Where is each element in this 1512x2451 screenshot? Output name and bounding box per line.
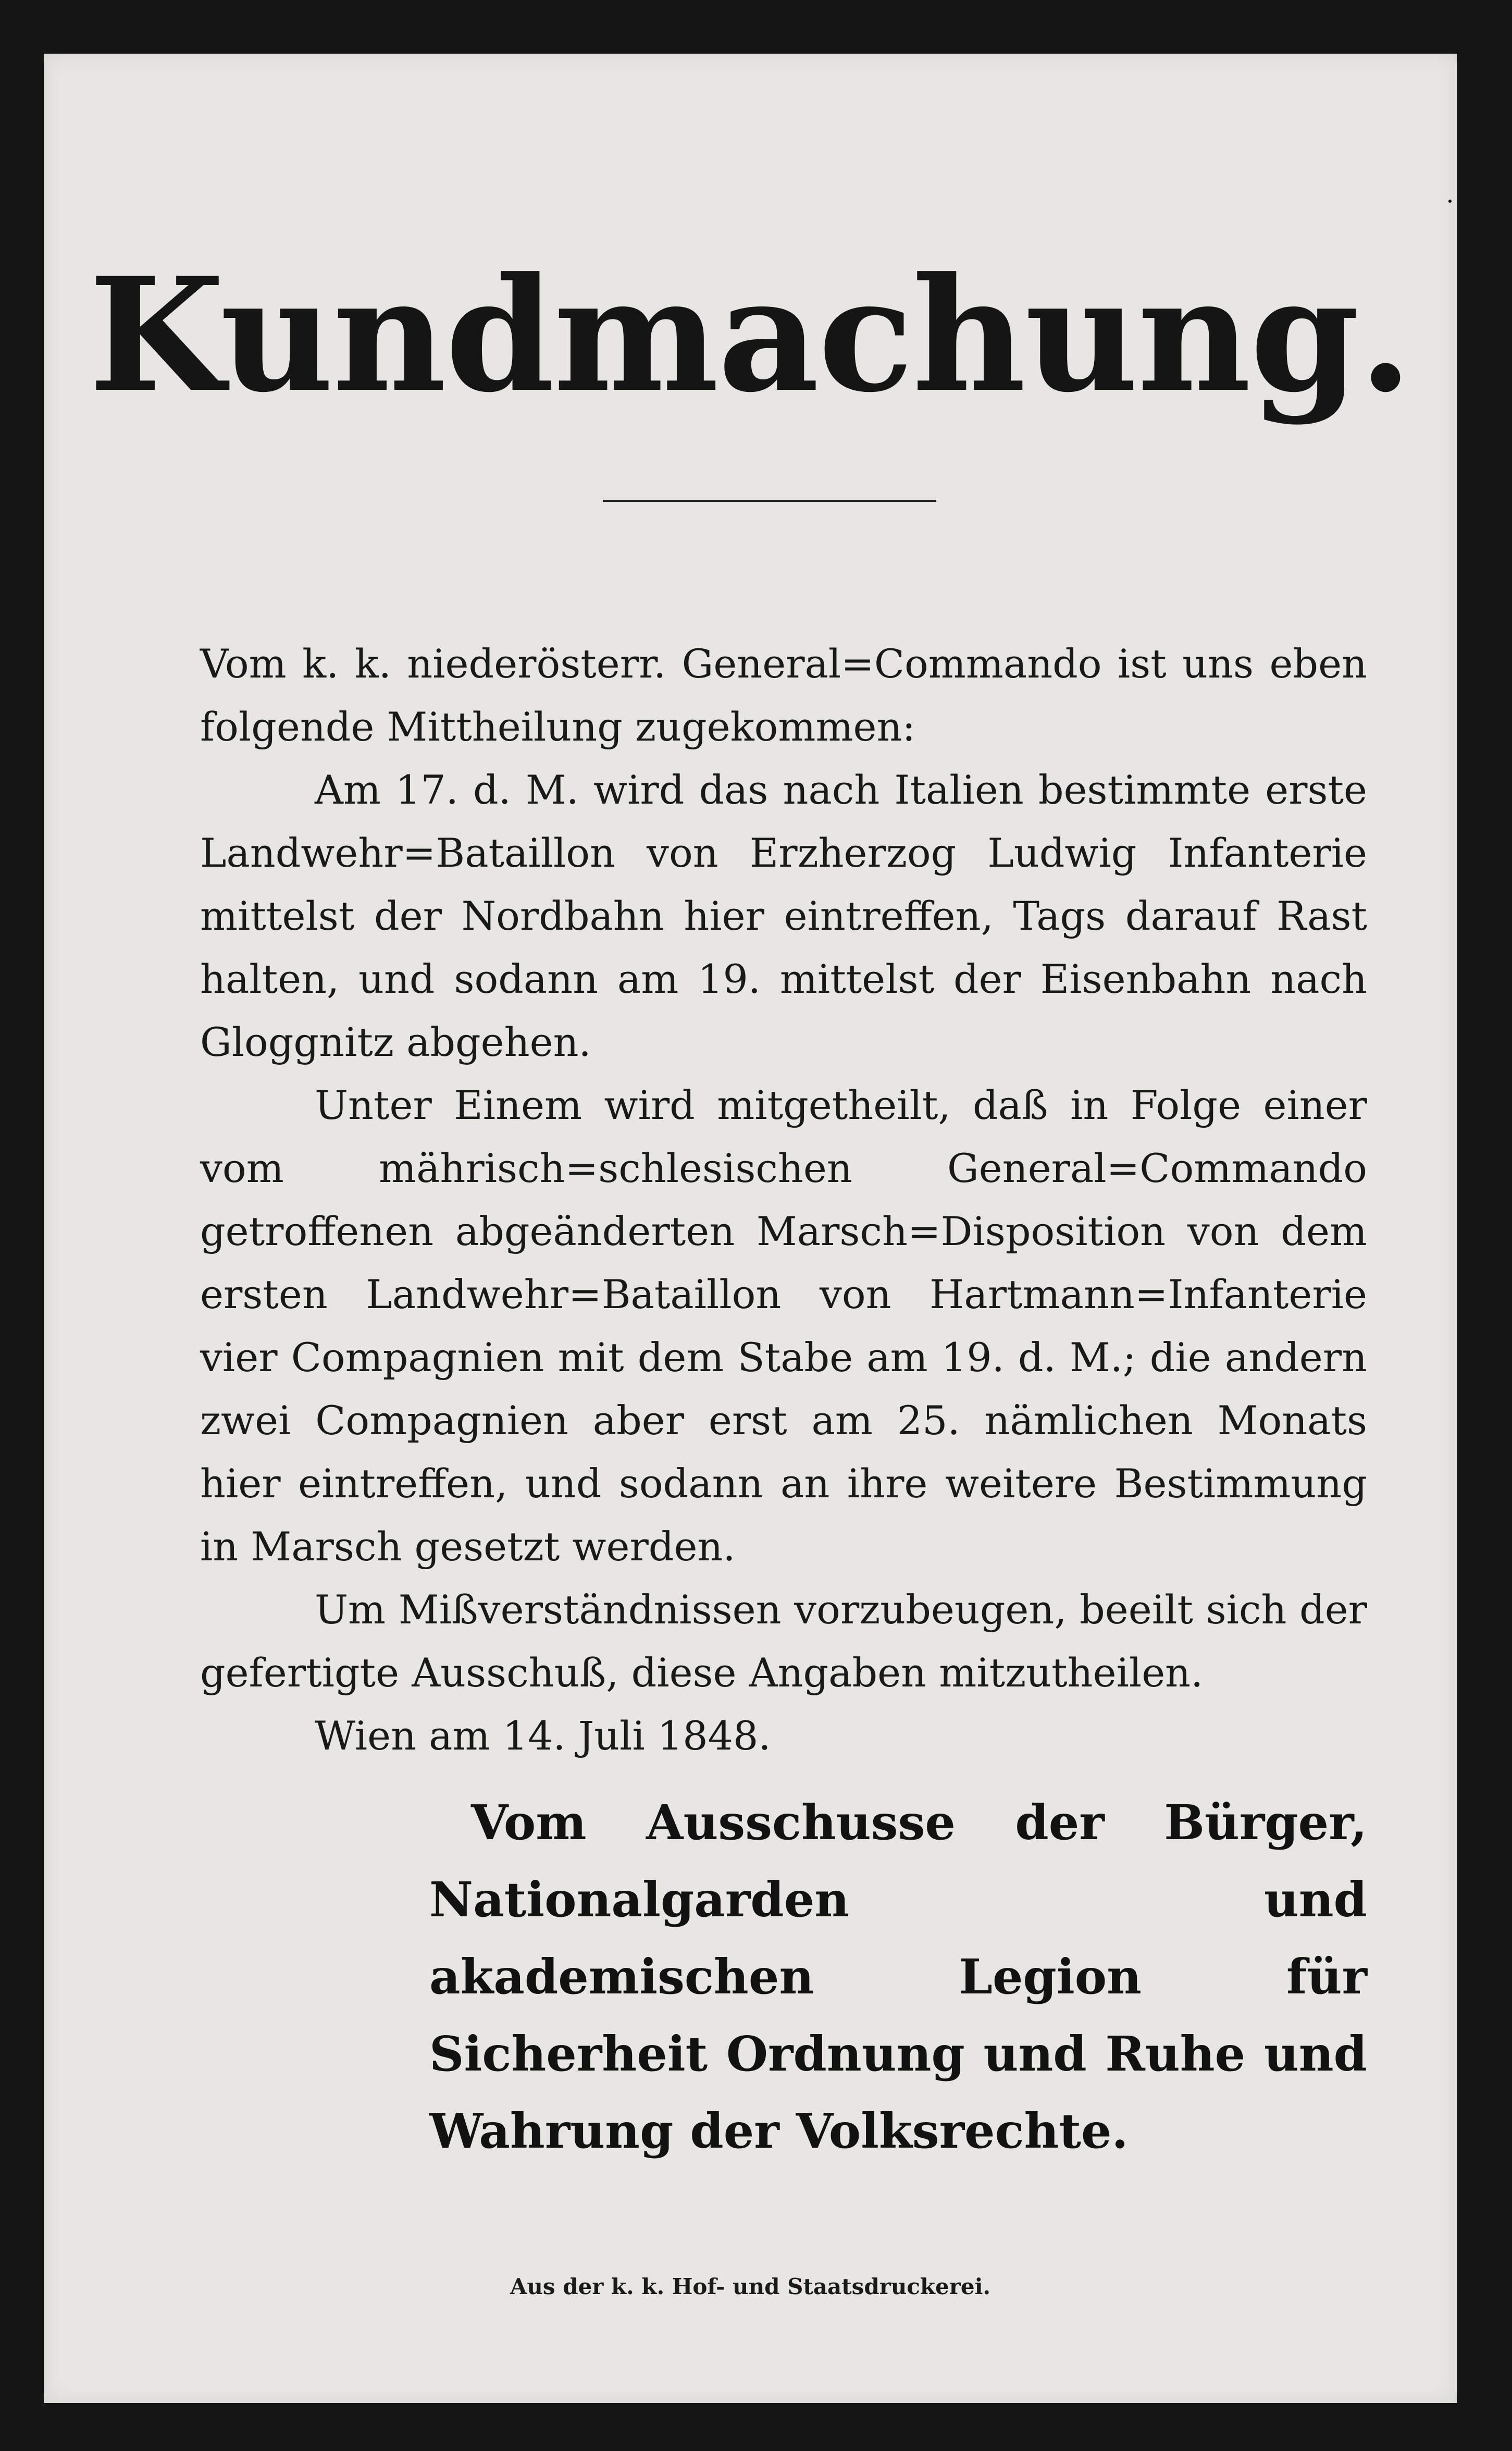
paragraph-first-battalion: Am 17. d. M. wird das nach Italien bestimmte erste Landwehr=Bataillon von Erzherzog Ludwig Infanterie mittelst der Nordbahn hier eintreffen, Tags darauf Rast halten, und sodann am 19. mittelst der Eisenbahn nach Gloggnitz abgehen.: [200, 767, 1367, 1065]
signature-text: Vom Ausschusse der Bürger, Nationalgarden und akademischen Legion für Sicherheit Ordnung und Ruhe und Wahrung der Volksrechte.: [429, 1794, 1367, 2159]
announcement-body: [200, 632, 1367, 1767]
paragraph-second-battalion: Unter Einem wird mitgetheilt, daß in Folge einer vom mährisch=schlesischen General=Commando getroffenen abgeänderten Marsch=Disposition von dem ersten Landwehr=Bataillon von Hartmann=Infanterie vier Compagnien mit dem Stabe am 19. d. M.; die andern zwei Compagnien aber erst am 25. nämlichen Monats hier eintreffen, und sodann an ihre weitere Bestimmung in Marsch gesetzt werden.: [200, 1082, 1367, 1570]
issuing-committee-signature: [315, 1784, 1367, 2170]
paper-speck: [1448, 200, 1452, 203]
poster-sheet: [44, 54, 1457, 2403]
printer-imprint: Aus der k. k. Hof- und Staatsdruckerei.: [510, 2274, 991, 2299]
document-title: Kundmachung.: [89, 243, 1412, 427]
title-divider: [603, 500, 936, 502]
place-and-date: Wien am 14. Juli 1848.: [315, 1713, 771, 1759]
paragraph-intro: Vom k. k. niederösterr. General=Commando ist uns eben folgende Mittheilung zugekommen:: [200, 641, 1367, 750]
paragraph-notice: Um Mißverständnissen vorzubeugen, beeilt sich der gefertigte Ausschuß, diese Angaben mitzutheilen.: [200, 1586, 1367, 1696]
